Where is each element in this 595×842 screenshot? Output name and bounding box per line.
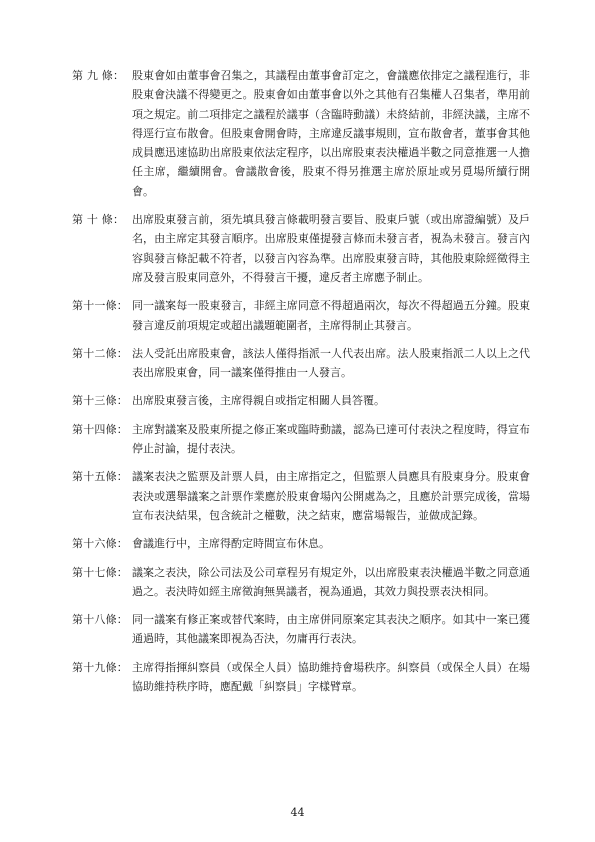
article-number: 第十二條： [72, 346, 128, 360]
article-number: 第十八條： [72, 613, 128, 627]
article-text: 同一議案有修正案或替代案時，由主席併同原案定其表決之順序。如其中一案已獲通過時，其他議案即視為否決，勿庸再行表決。 [132, 613, 530, 646]
article-text: 會議進行中，主席得酌定時間宣布休息。 [132, 537, 330, 551]
article-text: 同一議案每一股東發言，非經主席同意不得超過兩次，每次不得超過五分鐘。股東發言違反前項規定或超出議題範圍者，主席得制止其發言。 [132, 299, 530, 332]
article-number: 第 十 條： [72, 213, 125, 227]
article-11 [72, 296, 530, 335]
article-17 [72, 563, 530, 602]
article-number: 第十五條： [72, 470, 128, 484]
article-text: 議案表決之監票及計票人員，由主席指定之，但監票人員應具有股東身分。股東會表決或選舉議案之計票作業應於股東會場內公開處為之，且應於計票完成後，當場宣布表決結果，包含統計之權數，決之結束，應當場報告，並做成記錄。 [132, 470, 530, 522]
article-text: 出席股東發言後，主席得親自或指定相關人員答覆。 [132, 394, 385, 408]
article-14 [72, 420, 530, 459]
article-15 [72, 467, 530, 525]
page-number: 44 [290, 806, 305, 819]
article-number: 第十六條： [72, 537, 128, 551]
article-text: 法人受託出席股東會，該法人僅得指派一人代表出席。法人股東指派二人以上之代表出席股東會，同一議案僅得推由一人發言。 [132, 346, 530, 380]
article-number: 第十四條： [72, 422, 128, 436]
article-13 [72, 391, 530, 410]
article-number: 第 九 條： [72, 69, 125, 82]
article-16 [72, 534, 530, 553]
article-text: 股東會如由董事會召集之，其議程由董事會訂定之，會議應依排定之議程進行，非股東會決議不得變更之。股東會如由董事會以外之其他有召集權人召集者，準用前項之規定。前二項排定之議程於議事（含臨時動議）未終結前，非經決議，主席不得逕行宣布散會。但股東會開會時，主席違反議事規則，宣布散會者，董事會其他成員應迅速協助出席股東依法定程序，以出席股東表決權過半數之同意推選一人擔任主席，繼續開會。會議散會後，股東不得另推選主席於原址或另覓場所續行開會。 [132, 69, 530, 198]
article-12 [72, 344, 530, 383]
article-list [72, 66, 530, 696]
article-number: 第十七條： [72, 565, 128, 579]
article-text: 議案之表決，除公司法及公司章程另有規定外，以出席股東表決權過半數之同意通過之。表決時如經主席徵詢無異議者，視為通過，其效力與投票表決相同。 [132, 565, 530, 598]
article-number: 第十九條： [72, 660, 128, 674]
article-text: 主席對議案及股東所提之修正案或臨時動議，認為已達可付表決之程度時，得宣布停止討論，提付表決。 [132, 422, 530, 456]
article-10 [72, 210, 530, 287]
article-19 [72, 658, 530, 697]
article-9 [72, 66, 530, 201]
article-number: 第十一條： [72, 299, 128, 313]
article-18 [72, 610, 530, 649]
article-text: 出席股東發言前，須先填具發言條載明發言要旨、股東戶號（或出席證編號）及戶名，由主席定其發言順序。出席股東僅提發言條而未發言者，視為未發言。發言內容與發言條記載不符者，以發言內容為準。出席股東發言時，其他股東除經徵得主席及發言股東同意外，不得發言干擾，違反者主席應予制止。 [132, 213, 530, 284]
article-text: 主席得指揮糾察員（或保全人員）協助維持會場秩序。糾察員（或保全人員）在場協助維持秩序時，應配戴「糾察員」字樣臂章。 [132, 660, 530, 694]
article-number: 第十三條： [72, 394, 128, 408]
